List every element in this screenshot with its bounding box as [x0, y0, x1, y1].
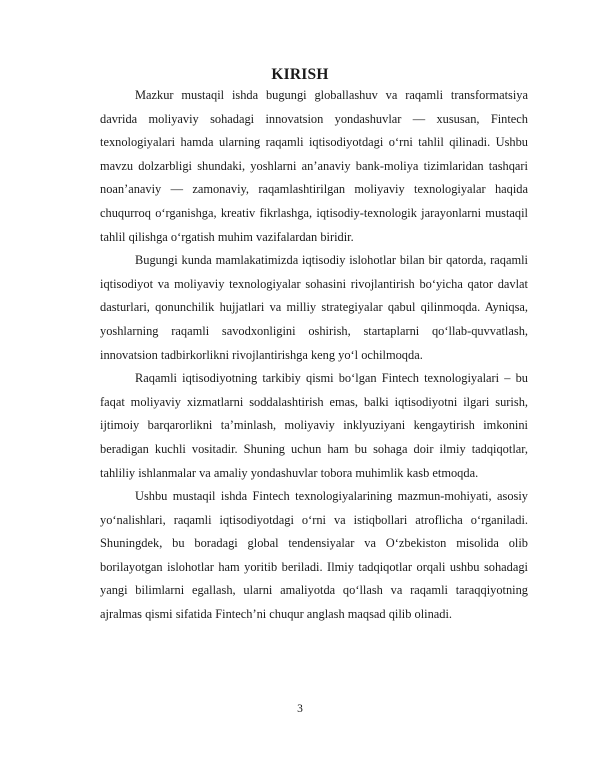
paragraph-3: Raqamli iqtisodiyotning tarkibiy qismi bo‘lgan Fintech texnologiyalari – bu faqat moliyaviy xizmatlarni soddalashtirish emas, balki iqtisodiyotni ilgari surish, ijtimoiy barqarorlikni ta’minlash, moliyaviy inklyuziyani kengaytirish imkonini beradigan kuchli vositadir. Shuning uchun ham bu sohaga doir ilmiy tadqiqotlar, tahliliy ishlanmalar va amaliy yondashuvlar tobora muhimlik kasb etmoqda.: [100, 371, 528, 480]
page-title: KIRISH: [271, 66, 329, 83]
page-number: 3: [297, 703, 303, 715]
paragraph-4: Ushbu mustaqil ishda Fintech texnologiyalarining mazmun-mohiyati, asosiy yo‘nalishlari, raqamli iqtisodiyotdagi o‘rni va istiqbollari atroflicha o‘rganiladi. Shuningdek, bu boradagi global tendensiyalar va O‘zbekiston misolida olib borilayotgan islohotlar ham yoritib beriladi. Ilmiy tadqiqotlar orqali ushbu sohadagi yangi bilimlarni egallash, ularni amaliyotda qo‘llash va raqamli taraqqiyotning ajralmas qismi sifatida Fintech’ni chuqur anglash maqsad qilib olinadi.: [100, 489, 528, 622]
paragraph-2: Bugungi kunda mamlakatimizda iqtisodiy islohotlar bilan bir qatorda, raqamli iqtisodiyot va moliyaviy texnologiyalar sohasini rivojlantirish bo‘yicha qator davlat dasturlari, qonunchilik hujjatlari va milliy strategiyalar qabul qilinmoqda. Ayniqsa, yoshlarning raqamli savodxonligini oshirish, startaplarni qo‘llab-quvvatlash, innovatsion tadbirkorlikni rivojlantirishga keng yo‘l ochilmoqda.: [100, 253, 528, 362]
paragraph-1: Mazkur mustaqil ishda bugungi globallashuv va raqamli transformatsiya davrida moliyaviy sohadagi innovatsion yondashuvlar — xususan, Fintech texnologiyalari hamda ularning raqamli iqtisodiyotdagi o‘rni tahlil qilinadi. Ushbu mavzu dolzarbligi shundaki, yoshlarni an’anaviy bank-moliya tizimlaridan tashqari noan’anaviy — zamonaviy, raqamlashtirilgan moliyaviy texnologiyalar haqida chuqurroq o‘rganishga, kreativ fikrlashga, iqtisodiy-texnologik jarayonlarni mustaqil tahlil qilishga o‘rgatish muhim vazifalardan biridir.: [100, 88, 528, 244]
body-text: [100, 84, 528, 627]
